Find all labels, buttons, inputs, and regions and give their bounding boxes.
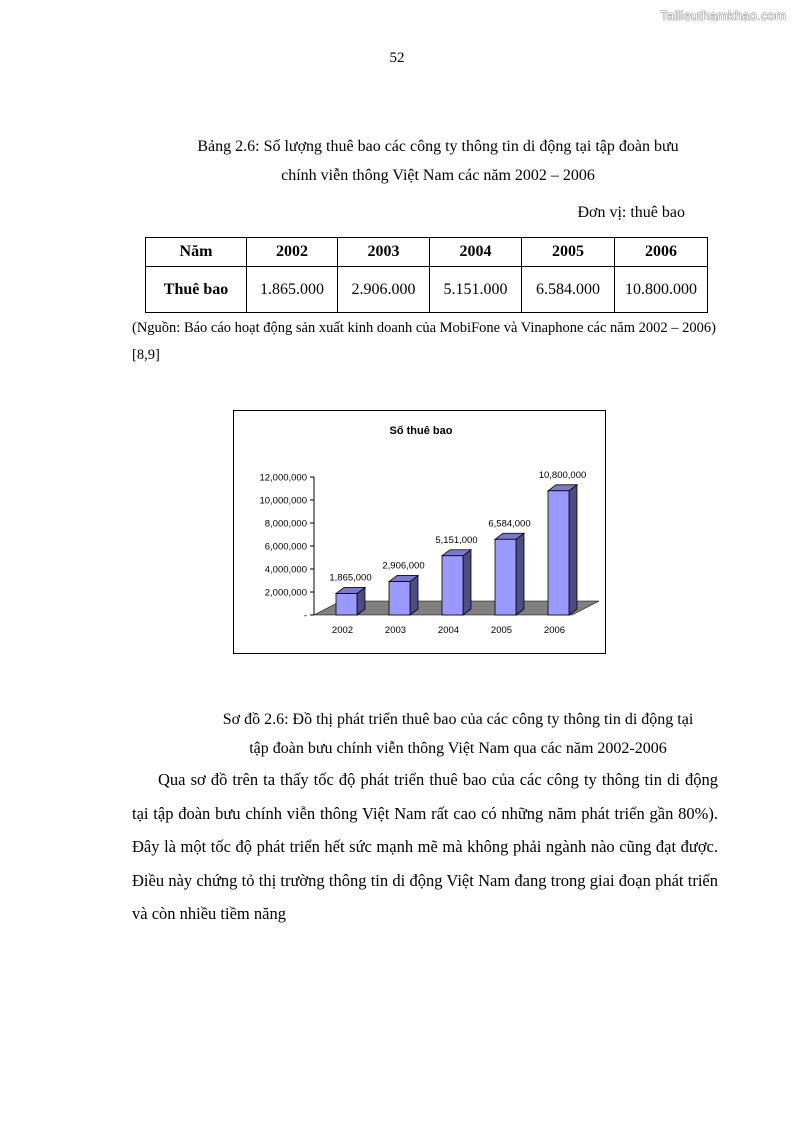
table-header-row xyxy=(146,238,708,267)
table-cell: 5.151.000 xyxy=(430,267,522,313)
table-header-year: 2003 xyxy=(338,238,430,267)
table-header-year: 2005 xyxy=(522,238,615,267)
table-header-year: 2004 xyxy=(430,238,522,267)
figure-caption xyxy=(160,705,756,763)
bar-side xyxy=(463,550,471,615)
y-axis xyxy=(259,473,314,622)
figure-caption-line-1: Sơ đồ 2.6: Đồ thị phát triển thuê bao của các công ty thông tin di động tại xyxy=(222,711,694,728)
table-caption xyxy=(120,132,756,190)
x-tick-label: 2004 xyxy=(437,625,460,636)
x-tick-label: 2005 xyxy=(490,625,513,636)
x-tick-label: 2006 xyxy=(543,625,566,636)
y-tick-label: - xyxy=(303,610,307,622)
table-row xyxy=(146,267,708,313)
data-label: 2,906,000 xyxy=(382,560,425,572)
data-label: 10,800,000 xyxy=(538,469,587,481)
table-cell: 10.800.000 xyxy=(615,267,708,313)
bar xyxy=(389,582,410,615)
x-axis xyxy=(332,625,565,636)
subscriber-chart xyxy=(233,410,606,654)
source-note: (Nguồn: Báo cáo hoạt động sản xuất kinh doanh của MobiFone và Vinaphone các năm 2002 – 2006) [8,9] xyxy=(132,320,716,363)
y-tick-label: 10,000,000 xyxy=(259,495,307,507)
table-cell: 6.584.000 xyxy=(522,267,615,313)
table-header-label: Năm xyxy=(146,238,247,267)
unit-label: Đơn vị: thuê bao xyxy=(577,204,685,221)
x-tick-label: 2002 xyxy=(331,625,354,636)
bar-side xyxy=(410,576,418,615)
table-caption-line-1: Bảng 2.6: Số lượng thuê bao các công ty thông tin di động tại tập đoàn bưu xyxy=(197,138,679,155)
figure-caption-line-2: tập đoàn bưu chính viễn thông Việt Nam qua các năm 2002-2006 xyxy=(249,740,667,757)
subscriber-table xyxy=(145,237,708,313)
body-paragraph: Qua sơ đồ trên ta thấy tốc độ phát triển thuê bao của các công ty thông tin di động tại tập đoàn bưu chính viễn thông Việt Nam rất cao có những năm phát triển gần 80%). Đây là một tốc độ phát triển hết sức mạnh mẽ mà không phải ngành nào cũng đạt được. Điều này chứng tỏ thị trường thông tin di động Việt Nam đang trong giai đoạn phát triển và còn nhiều tiềm năng xyxy=(132,770,718,923)
table-header-year: 2006 xyxy=(615,238,708,267)
y-tick-label: 2,000,000 xyxy=(264,587,307,599)
data-label: 1,865,000 xyxy=(329,572,372,584)
watermark: Tailieuthamkhao.com xyxy=(660,8,786,23)
page-number: 52 xyxy=(389,50,405,66)
bar xyxy=(442,556,463,615)
table-caption-line-2: chính viễn thông Việt Nam các năm 2002 – 2006 xyxy=(281,167,595,184)
table-header-year: 2002 xyxy=(247,238,338,267)
y-tick-label: 12,000,000 xyxy=(259,472,307,484)
bar-side xyxy=(516,533,524,615)
table-row-label: Thuê bao xyxy=(146,267,247,313)
bar xyxy=(548,491,569,615)
y-tick-label: 8,000,000 xyxy=(264,518,307,530)
bar-series xyxy=(329,470,586,615)
bar-side xyxy=(569,485,577,615)
bar xyxy=(336,594,357,615)
chart-title: Số thuê bao xyxy=(389,425,453,437)
bar xyxy=(495,539,516,615)
y-tick-label: 6,000,000 xyxy=(264,541,307,553)
data-label: 5,151,000 xyxy=(435,534,478,546)
data-label: 6,584,000 xyxy=(488,518,531,530)
table-cell: 1.865.000 xyxy=(247,267,338,313)
table-cell: 2.906.000 xyxy=(338,267,430,313)
chart-svg xyxy=(234,411,605,653)
x-tick-label: 2003 xyxy=(384,625,407,636)
y-tick-label: 4,000,000 xyxy=(264,564,307,576)
